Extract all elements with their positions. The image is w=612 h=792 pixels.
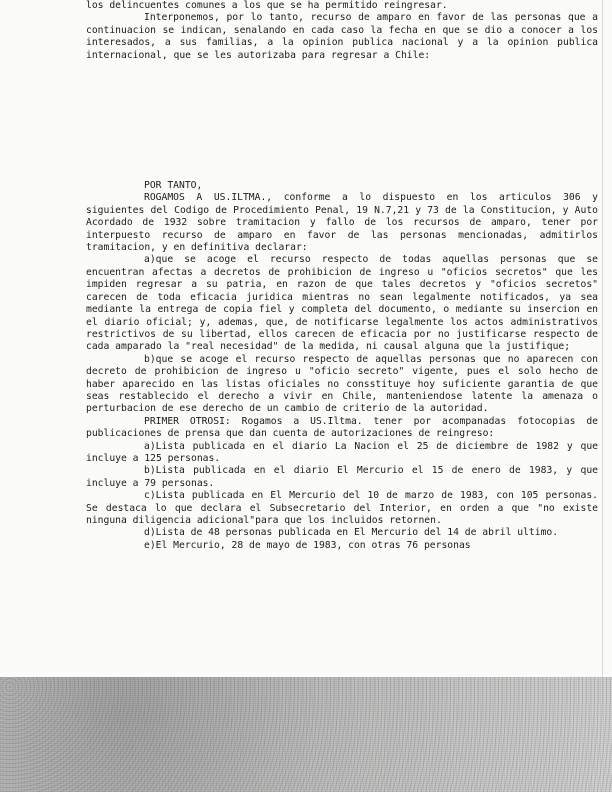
list-item-a: a)Lista publicada en el diario La Nacion el 25 de diciembre de 1982 y que incluye a 125 personas.	[86, 440, 598, 464]
scan-noise-band	[0, 677, 612, 792]
document-body	[86, 0, 598, 552]
rogamos-paragraph: ROGAMOS A US.ILTMA., conforme a lo dispuesto en los articulos 306 y siguientes del Codigo de Procedimiento Penal, 19 N.7,21 y 73 de la Constitucion, y Auto Acordado de 1932 sobre tramitacion y fallo de los recursos de amparo, tener por interpuesto recurso de amparo en favor de las personas mencionadas, admitirlos tramitacion, y en definitiva declarar:	[86, 192, 598, 254]
list-item-b: b)Lista publicada en el diario El Mercurio el 15 de enero de 1983, y que incluye a 79 personas.	[86, 465, 598, 489]
opening-line: los delincuentes comunes a los que se ha permitido reingresar.	[86, 0, 448, 11]
blank-gap	[86, 62, 598, 180]
item-b-paragraph: b)que se acoge el recurso respecto de aquellas personas que no aparecen con decreto de prohibicion de ingreso u "oficio secreto" vigente, pues el solo hecho de haber aparecido en las listas oficiales no consstituye hoy suficiente garantia de que seas restablecido el derecho a vivir en Chile, manteniendose latente la amenaza o perturbacion de ese derecho de un cambio de criterio de la autoridad.	[86, 353, 598, 415]
list-item-d: d)Lista de 48 personas publicada en El Mercurio del 14 de abril ultimo.	[144, 527, 559, 539]
list-item-e: e)El Mercurio, 28 de mayo de 1983, con otras 76 personas	[144, 539, 471, 551]
primer-otrosi-paragraph: PRIMER OTROSI: Rogamos a US.Iltma. tener por acompanadas fotocopias de publicaciones de prensa que dan cuenta de autorizaciones de reingreso:	[86, 415, 598, 440]
por-tanto-heading: POR TANTO,	[144, 180, 203, 192]
item-a-paragraph: a)que se acoge el recurso respecto de todas aquellas personas que se encuentran afectas a decretos de prohibicion de ingreso u "oficios secretos" que les impiden regresar a su patria, en razon de que tales decretos y "oficios secretos" carecen de toda eficacia juridica mientras no sean legalmente notificados, ya sea mediante la entrega de copia fiel y completa del documento, o mediante su insercion en el diario oficial; y, ademas, que, de notificarse legalmente los actos administrativos restrictivos de su libertad, ellos carecen de eficacia por no justificarse respecto de cada amparado la "real necesidad" de la medida, ni causal alguna que la justifique;	[86, 254, 598, 353]
list-item-c: c)Lista publicada en El Mercurio del 10 de marzo de 1983, con 105 personas. Se destaca lo que declara el Subsecretario del Interior, en orden a que "no existe ninguna diligencia adicional"para que los incluidos retornen.	[86, 490, 598, 526]
interponemos-paragraph: Interponemos, por lo tanto, recurso de amparo en favor de las personas que a continuacion se indican, senalando en cada caso la fecha en que se dio a conocer a los interesados, a sus familias, a la opinion publica nacional y a la opinion publica internacional, que se les autorizaba para regresar a Chile:	[86, 12, 598, 61]
page-edge-shadow	[602, 0, 603, 677]
